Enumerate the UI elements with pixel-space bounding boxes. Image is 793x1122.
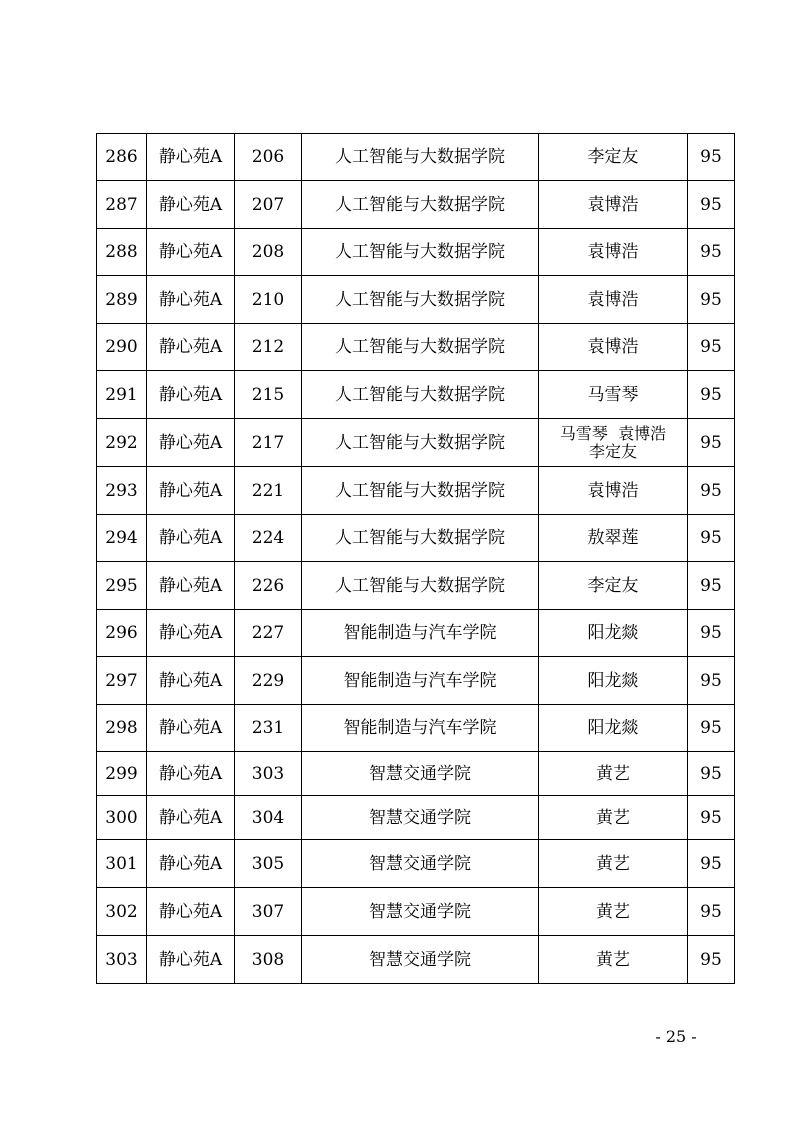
cell-room: 207 bbox=[235, 181, 302, 229]
cell-score: 95 bbox=[688, 134, 735, 181]
inspector-name: 李定友 bbox=[588, 441, 637, 461]
cell-room: 303 bbox=[235, 752, 302, 796]
cell-number: 291 bbox=[97, 371, 147, 419]
cell-college: 智慧交通学院 bbox=[302, 796, 539, 840]
cell-room: 229 bbox=[235, 657, 302, 705]
cell-number: 288 bbox=[97, 229, 147, 276]
cell-score: 95 bbox=[688, 467, 735, 515]
cell-building: 静心苑A bbox=[147, 657, 235, 705]
cell-room: 210 bbox=[235, 276, 302, 324]
cell-score: 95 bbox=[688, 610, 735, 657]
cell-number: 295 bbox=[97, 562, 147, 610]
cell-score: 95 bbox=[688, 936, 735, 984]
inspector-name: 阳龙燚 bbox=[587, 623, 639, 643]
cell-inspector bbox=[539, 181, 688, 229]
inspector-name: 阳龙燚 bbox=[587, 670, 639, 691]
cell-college: 人工智能与大数据学院 bbox=[302, 134, 539, 181]
cell-score: 95 bbox=[688, 562, 735, 610]
cell-number: 293 bbox=[97, 467, 147, 515]
cell-college: 智慧交通学院 bbox=[302, 840, 539, 888]
cell-inspector bbox=[539, 134, 688, 181]
cell-score: 95 bbox=[688, 324, 735, 371]
cell-number: 289 bbox=[97, 276, 147, 324]
cell-score: 95 bbox=[688, 796, 735, 840]
table-row bbox=[97, 610, 735, 657]
cell-inspector bbox=[539, 562, 688, 610]
cell-room: 212 bbox=[235, 324, 302, 371]
table-row bbox=[97, 796, 735, 840]
cell-score: 95 bbox=[688, 888, 735, 936]
cell-building: 静心苑A bbox=[147, 229, 235, 276]
cell-score: 95 bbox=[688, 371, 735, 419]
table-body bbox=[97, 134, 735, 984]
inspector-name: 马雪琴 袁博浩 bbox=[559, 423, 667, 443]
cell-number: 303 bbox=[97, 936, 147, 984]
table-row bbox=[97, 181, 735, 229]
cell-college: 人工智能与大数据学院 bbox=[302, 229, 539, 276]
table-row bbox=[97, 371, 735, 419]
cell-building: 静心苑A bbox=[147, 936, 235, 984]
cell-building: 静心苑A bbox=[147, 276, 235, 324]
cell-score: 95 bbox=[688, 752, 735, 796]
cell-inspector bbox=[539, 840, 688, 888]
cell-building: 静心苑A bbox=[147, 705, 235, 752]
cell-inspector bbox=[539, 796, 688, 840]
cell-inspector bbox=[539, 657, 688, 705]
table-row bbox=[97, 276, 735, 324]
cell-college: 人工智能与大数据学院 bbox=[302, 467, 539, 515]
cell-score: 95 bbox=[688, 657, 735, 705]
cell-room: 227 bbox=[235, 610, 302, 657]
cell-building: 静心苑A bbox=[147, 888, 235, 936]
cell-building: 静心苑A bbox=[147, 324, 235, 371]
cell-score: 95 bbox=[688, 515, 735, 562]
cell-inspector bbox=[539, 752, 688, 796]
table-row bbox=[97, 515, 735, 562]
cell-college: 人工智能与大数据学院 bbox=[302, 324, 539, 371]
cell-building: 静心苑A bbox=[147, 419, 235, 467]
cell-room: 208 bbox=[235, 229, 302, 276]
inspector-name: 黄艺 bbox=[596, 807, 630, 828]
cell-college: 人工智能与大数据学院 bbox=[302, 371, 539, 419]
cell-inspector bbox=[539, 419, 688, 467]
cell-building: 静心苑A bbox=[147, 840, 235, 888]
table-row bbox=[97, 134, 735, 181]
inspector-name: 李定友 bbox=[587, 575, 639, 596]
table-row bbox=[97, 752, 735, 796]
cell-number: 286 bbox=[97, 134, 147, 181]
cell-building: 静心苑A bbox=[147, 796, 235, 840]
table-row bbox=[97, 840, 735, 888]
cell-score: 95 bbox=[688, 705, 735, 752]
table-row bbox=[97, 229, 735, 276]
cell-room: 307 bbox=[235, 888, 302, 936]
cell-inspector bbox=[539, 888, 688, 936]
cell-score: 95 bbox=[688, 181, 735, 229]
cell-room: 206 bbox=[235, 134, 302, 181]
table-row bbox=[97, 562, 735, 610]
inspector-name: 袁博浩 bbox=[587, 194, 639, 215]
cell-number: 298 bbox=[97, 705, 147, 752]
cell-room: 226 bbox=[235, 562, 302, 610]
cell-room: 308 bbox=[235, 936, 302, 984]
cell-inspector bbox=[539, 371, 688, 419]
cell-inspector bbox=[539, 324, 688, 371]
cell-room: 221 bbox=[235, 467, 302, 515]
cell-building: 静心苑A bbox=[147, 134, 235, 181]
inspector-name: 黄艺 bbox=[596, 853, 630, 874]
cell-room: 304 bbox=[235, 796, 302, 840]
cell-score: 95 bbox=[688, 229, 735, 276]
table-row bbox=[97, 888, 735, 936]
cell-inspector bbox=[539, 467, 688, 515]
inspector-name: 马雪琴 bbox=[587, 384, 639, 405]
cell-college: 智能制造与汽车学院 bbox=[302, 657, 539, 705]
dormitory-score-table bbox=[96, 133, 735, 984]
cell-college: 智慧交通学院 bbox=[302, 936, 539, 984]
cell-room: 305 bbox=[235, 840, 302, 888]
inspector-name: 袁博浩 bbox=[587, 289, 639, 310]
cell-college: 人工智能与大数据学院 bbox=[302, 181, 539, 229]
table-row bbox=[97, 324, 735, 371]
cell-building: 静心苑A bbox=[147, 610, 235, 657]
cell-inspector bbox=[539, 610, 688, 657]
cell-inspector bbox=[539, 515, 688, 562]
table-row bbox=[97, 657, 735, 705]
cell-room: 215 bbox=[235, 371, 302, 419]
table-row bbox=[97, 419, 735, 467]
page-number: - 25 - bbox=[655, 1027, 697, 1046]
cell-score: 95 bbox=[688, 840, 735, 888]
cell-college: 智能制造与汽车学院 bbox=[302, 705, 539, 752]
inspector-name: 黄艺 bbox=[596, 901, 630, 922]
cell-college: 人工智能与大数据学院 bbox=[302, 276, 539, 324]
table-row bbox=[97, 705, 735, 752]
cell-score: 95 bbox=[688, 276, 735, 324]
inspector-name: 黄艺 bbox=[596, 949, 630, 970]
cell-inspector bbox=[539, 276, 688, 324]
cell-number: 294 bbox=[97, 515, 147, 562]
cell-college: 智能制造与汽车学院 bbox=[302, 610, 539, 657]
cell-number: 296 bbox=[97, 610, 147, 657]
cell-building: 静心苑A bbox=[147, 515, 235, 562]
inspector-name: 袁博浩 bbox=[587, 480, 639, 501]
cell-number: 287 bbox=[97, 181, 147, 229]
cell-college: 智慧交通学院 bbox=[302, 752, 539, 796]
cell-number: 299 bbox=[97, 752, 147, 796]
inspector-name: 敖翠莲 bbox=[587, 528, 639, 548]
cell-number: 297 bbox=[97, 657, 147, 705]
inspector-name: 阳龙燚 bbox=[587, 718, 639, 738]
table-row bbox=[97, 467, 735, 515]
cell-building: 静心苑A bbox=[147, 371, 235, 419]
cell-inspector bbox=[539, 229, 688, 276]
cell-building: 静心苑A bbox=[147, 181, 235, 229]
cell-building: 静心苑A bbox=[147, 467, 235, 515]
cell-inspector bbox=[539, 936, 688, 984]
inspector-name: 袁博浩 bbox=[587, 337, 639, 357]
cell-college: 人工智能与大数据学院 bbox=[302, 515, 539, 562]
cell-number: 300 bbox=[97, 796, 147, 840]
cell-college: 人工智能与大数据学院 bbox=[302, 419, 539, 467]
inspector-name: 李定友 bbox=[587, 147, 639, 167]
cell-number: 302 bbox=[97, 888, 147, 936]
cell-inspector bbox=[539, 705, 688, 752]
cell-building: 静心苑A bbox=[147, 562, 235, 610]
cell-room: 224 bbox=[235, 515, 302, 562]
cell-college: 智慧交通学院 bbox=[302, 888, 539, 936]
cell-room: 217 bbox=[235, 419, 302, 467]
table-row bbox=[97, 936, 735, 984]
inspector-name: 袁博浩 bbox=[587, 242, 639, 262]
cell-college: 人工智能与大数据学院 bbox=[302, 562, 539, 610]
inspector-name: 黄艺 bbox=[596, 763, 630, 784]
cell-number: 290 bbox=[97, 324, 147, 371]
cell-number: 301 bbox=[97, 840, 147, 888]
cell-building: 静心苑A bbox=[147, 752, 235, 796]
cell-score: 95 bbox=[688, 419, 735, 467]
cell-number: 292 bbox=[97, 419, 147, 467]
cell-room: 231 bbox=[235, 705, 302, 752]
